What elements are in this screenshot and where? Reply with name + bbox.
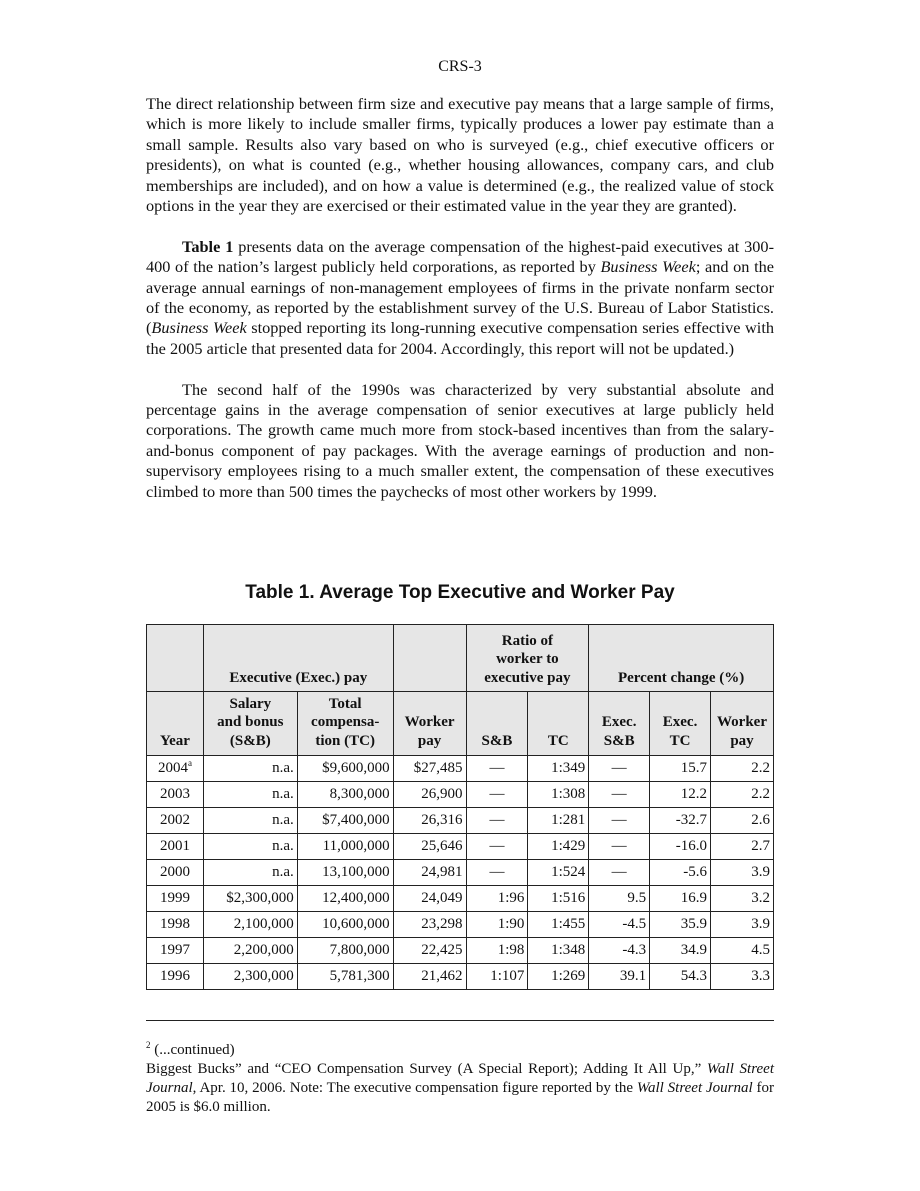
- table-row: [147, 860, 774, 886]
- cell-year: [147, 834, 204, 860]
- cell-pct-exec-tc: 15.7: [650, 756, 711, 782]
- header-pct-exec-sb: [589, 692, 650, 756]
- cell-year: [147, 886, 204, 912]
- cell-pct-worker-pay: 2.2: [710, 782, 773, 808]
- cell-ratio-sb: —: [466, 756, 528, 782]
- cell-pct-worker-pay: 3.9: [710, 912, 773, 938]
- cell-ratio-tc: 1:348: [528, 938, 589, 964]
- year-value: 1996: [159, 968, 190, 984]
- cell-year: [147, 964, 204, 990]
- cell-ratio-sb: —: [466, 782, 528, 808]
- wsj-citation: Wall Street Journal: [146, 1061, 774, 1096]
- cell-worker-pay: 24,981: [393, 860, 466, 886]
- cell-salary-bonus: n.a.: [203, 860, 297, 886]
- cell-pct-exec-sb: -4.3: [589, 938, 650, 964]
- cell-pct-worker-pay: 3.2: [710, 886, 773, 912]
- cell-salary-bonus: 2,100,000: [203, 912, 297, 938]
- table-row: [147, 964, 774, 990]
- header-line: and bonus: [217, 714, 284, 730]
- table-header-group-row: [147, 625, 774, 692]
- table-row: [147, 886, 774, 912]
- cell-pct-worker-pay: 2.7: [710, 834, 773, 860]
- header-line: tion (TC): [315, 732, 375, 749]
- header-line: Exec.: [601, 714, 637, 730]
- table-body: [147, 756, 774, 990]
- cell-ratio-sb: 1:96: [466, 886, 528, 912]
- cell-ratio-tc: 1:516: [528, 886, 589, 912]
- cell-pct-exec-sb: 39.1: [589, 964, 650, 990]
- cell-total-comp: 7,800,000: [297, 938, 393, 964]
- footnote-marker: 2: [146, 1040, 151, 1050]
- cell-ratio-sb: —: [466, 860, 528, 886]
- header-line: Ratio of: [501, 632, 553, 649]
- cell-total-comp: 12,400,000: [297, 886, 393, 912]
- header-line: TC: [669, 732, 691, 749]
- cell-pct-exec-tc: -5.6: [650, 860, 711, 886]
- cell-ratio-tc: 1:269: [528, 964, 589, 990]
- paragraph-1990s-gains: The second half of the 1990s was characterized by very substantial absolute and percentage gains in the average compensation of senior executives at large publicly held corporations. The growth came much more from stock-based incentives than from the salary-and-bonus component of pay packages. With the average earnings of production and non-supervisory employees rising to a much smaller extent, the compensation of these executives climbed to more than 500 times the paychecks of most other workers by 1999.: [146, 379, 774, 501]
- cell-year: [147, 782, 204, 808]
- cell-ratio-sb: 1:98: [466, 938, 528, 964]
- table-row: [147, 782, 774, 808]
- cell-pct-worker-pay: 4.5: [710, 938, 773, 964]
- cell-pct-worker-pay: 3.3: [710, 964, 773, 990]
- cell-ratio-tc: 1:429: [528, 834, 589, 860]
- header-line: pay: [417, 732, 442, 749]
- cell-worker-pay: $27,485: [393, 756, 466, 782]
- cell-ratio-sb: 1:90: [466, 912, 528, 938]
- header-line: compensa-: [311, 714, 380, 730]
- year-value: 1998: [159, 916, 190, 932]
- cell-worker-pay: 23,298: [393, 912, 466, 938]
- cell-pct-exec-sb: -4.5: [589, 912, 650, 938]
- paragraph-firm-size: The direct relationship between firm size and executive pay means that a large sample of firms, which is more likely to include smaller firms, typically produces a lower pay estimate than a small sample. Results also vary based on who is surveyed (e.g., chief executive officers or presidents), on what is counted (e.g., whether housing allowances, company cars, and club memberships are included), and on how a value is determined (e.g., the realized value of stock options in the year they are exercised or their estimated value in the year they are granted).: [146, 94, 774, 216]
- footnote-text: [146, 1060, 774, 1117]
- cell-pct-worker-pay: 2.2: [710, 756, 773, 782]
- year-value: 2000: [159, 864, 190, 880]
- text-run: Biggest Bucks” and “CEO Compensation Survey (A Special Report); Adding It All Up,”: [146, 1061, 707, 1077]
- header-total-comp: [297, 692, 393, 756]
- cell-total-comp: 10,600,000: [297, 912, 393, 938]
- wsj-citation: Wall Street Journal: [636, 1080, 753, 1096]
- header-percent-change: Percent change (%): [589, 625, 774, 692]
- table-note-marker: a: [187, 758, 192, 768]
- table-row: [147, 938, 774, 964]
- cell-salary-bonus: n.a.: [203, 834, 297, 860]
- table-title: Table 1. Average Top Executive and Worker Pay: [245, 582, 675, 603]
- cell-worker-pay: 25,646: [393, 834, 466, 860]
- cell-salary-bonus: n.a.: [203, 756, 297, 782]
- cell-pct-exec-sb: —: [589, 756, 650, 782]
- header-line: S&B: [603, 732, 635, 749]
- header-line: Salary: [229, 695, 272, 712]
- table1-reference: Table 1: [182, 236, 234, 256]
- cell-pct-exec-tc: -32.7: [650, 808, 711, 834]
- cell-pct-exec-sb: —: [589, 860, 650, 886]
- header-line: pay: [730, 732, 754, 749]
- year-value: 2003: [159, 786, 190, 802]
- cell-year: [147, 860, 204, 886]
- table-row: [147, 808, 774, 834]
- header-salary-bonus: [203, 692, 297, 756]
- cell-total-comp: 11,000,000: [297, 834, 393, 860]
- cell-salary-bonus: 2,200,000: [203, 938, 297, 964]
- header-pct-exec-tc: [650, 692, 711, 756]
- cell-ratio-tc: 1:308: [528, 782, 589, 808]
- cell-pct-exec-sb: —: [589, 834, 650, 860]
- cell-total-comp: $9,600,000: [297, 756, 393, 782]
- cell-salary-bonus: n.a.: [203, 782, 297, 808]
- header-line: (S&B): [229, 732, 271, 749]
- cell-salary-bonus: n.a.: [203, 808, 297, 834]
- cell-total-comp: 13,100,000: [297, 860, 393, 886]
- header-line: Worker: [404, 714, 455, 730]
- header-line: Worker: [716, 714, 767, 730]
- year-value: 2002: [159, 812, 190, 828]
- body-text: [146, 94, 774, 522]
- cell-worker-pay: 22,425: [393, 938, 466, 964]
- business-week-citation: Business Week: [600, 257, 696, 277]
- header-exec-pay: Executive (Exec.) pay: [203, 625, 393, 692]
- header-pct-worker-pay: [710, 692, 773, 756]
- table-row: [147, 834, 774, 860]
- table-row: [147, 756, 774, 782]
- text-run: stopped reporting its long-running executive compensation series effective with the 2005 article that presented data for 2004. Accordingly, this report will not be updated.): [146, 318, 774, 358]
- cell-worker-pay: 24,049: [393, 886, 466, 912]
- header-ratio-sb: S&B: [466, 692, 528, 756]
- cell-pct-worker-pay: 3.9: [710, 860, 773, 886]
- header-ratio: [466, 625, 589, 692]
- text-run: for 2005 is $6.0 million.: [146, 1080, 774, 1115]
- header-worker-pay: [393, 692, 466, 756]
- cell-year: [147, 808, 204, 834]
- header-line: executive pay: [484, 669, 571, 686]
- cell-ratio-sb: 1:107: [466, 964, 528, 990]
- cell-total-comp: $7,400,000: [297, 808, 393, 834]
- cell-pct-exec-tc: 34.9: [650, 938, 711, 964]
- table-header-column-row: [147, 692, 774, 756]
- text-run: presents data on the average compensation of the highest-paid executives at 300-400 of the nation’s largest publicly held corporations, as reported by: [146, 236, 774, 277]
- cell-pct-exec-tc: 16.9: [650, 886, 711, 912]
- footnote-divider: [146, 1020, 774, 1021]
- table-row: [147, 912, 774, 938]
- cell-worker-pay: 21,462: [393, 964, 466, 990]
- header-ratio-tc: TC: [528, 692, 589, 756]
- cell-salary-bonus: 2,300,000: [203, 964, 297, 990]
- year-value: 2001: [159, 838, 190, 854]
- cell-worker-pay: 26,316: [393, 808, 466, 834]
- footnote-continued-line: [146, 1041, 774, 1060]
- header-line: worker to: [496, 651, 559, 667]
- text-run: , Apr. 10, 2006. Note: The executive compensation figure reported by the: [192, 1080, 637, 1096]
- year-value: 1999: [159, 890, 190, 906]
- pay-table: [146, 624, 774, 990]
- cell-ratio-tc: 1:281: [528, 808, 589, 834]
- business-week-citation: Business Week: [151, 318, 247, 338]
- header-line: Total: [328, 695, 362, 712]
- footnote-continued: (...continued): [150, 1042, 235, 1058]
- cell-year: [147, 938, 204, 964]
- header-year: Year: [147, 692, 204, 756]
- cell-ratio-sb: —: [466, 834, 528, 860]
- cell-pct-worker-pay: 2.6: [710, 808, 773, 834]
- cell-ratio-tc: 1:524: [528, 860, 589, 886]
- cell-ratio-tc: 1:349: [528, 756, 589, 782]
- cell-pct-exec-sb: 9.5: [589, 886, 650, 912]
- cell-salary-bonus: $2,300,000: [203, 886, 297, 912]
- cell-ratio-sb: —: [466, 808, 528, 834]
- paragraph-table1-intro: [146, 237, 774, 359]
- header-cell-empty: [147, 625, 204, 692]
- cell-pct-exec-tc: 12.2: [650, 782, 711, 808]
- cell-worker-pay: 26,900: [393, 782, 466, 808]
- cell-pct-exec-sb: —: [589, 782, 650, 808]
- footnote: [146, 1041, 774, 1117]
- cell-year: [147, 912, 204, 938]
- cell-pct-exec-sb: —: [589, 808, 650, 834]
- year-value: 1997: [159, 942, 190, 958]
- header-cell-empty: [393, 625, 466, 692]
- year-value: 2004: [157, 760, 188, 776]
- cell-year: [147, 756, 204, 782]
- cell-pct-exec-tc: -16.0: [650, 834, 711, 860]
- cell-total-comp: 8,300,000: [297, 782, 393, 808]
- cell-ratio-tc: 1:455: [528, 912, 589, 938]
- page-header: CRS-3: [438, 58, 482, 75]
- text-run: ; and on the average annual earnings of non-management employees of firms in the private nonfarm sector of the economy, as reported by the establishment survey of the U.S. Bureau of Labor Statistics. (: [146, 257, 774, 338]
- header-line: Exec.: [662, 714, 698, 730]
- cell-pct-exec-tc: 35.9: [650, 912, 711, 938]
- cell-pct-exec-tc: 54.3: [650, 964, 711, 990]
- cell-total-comp: 5,781,300: [297, 964, 393, 990]
